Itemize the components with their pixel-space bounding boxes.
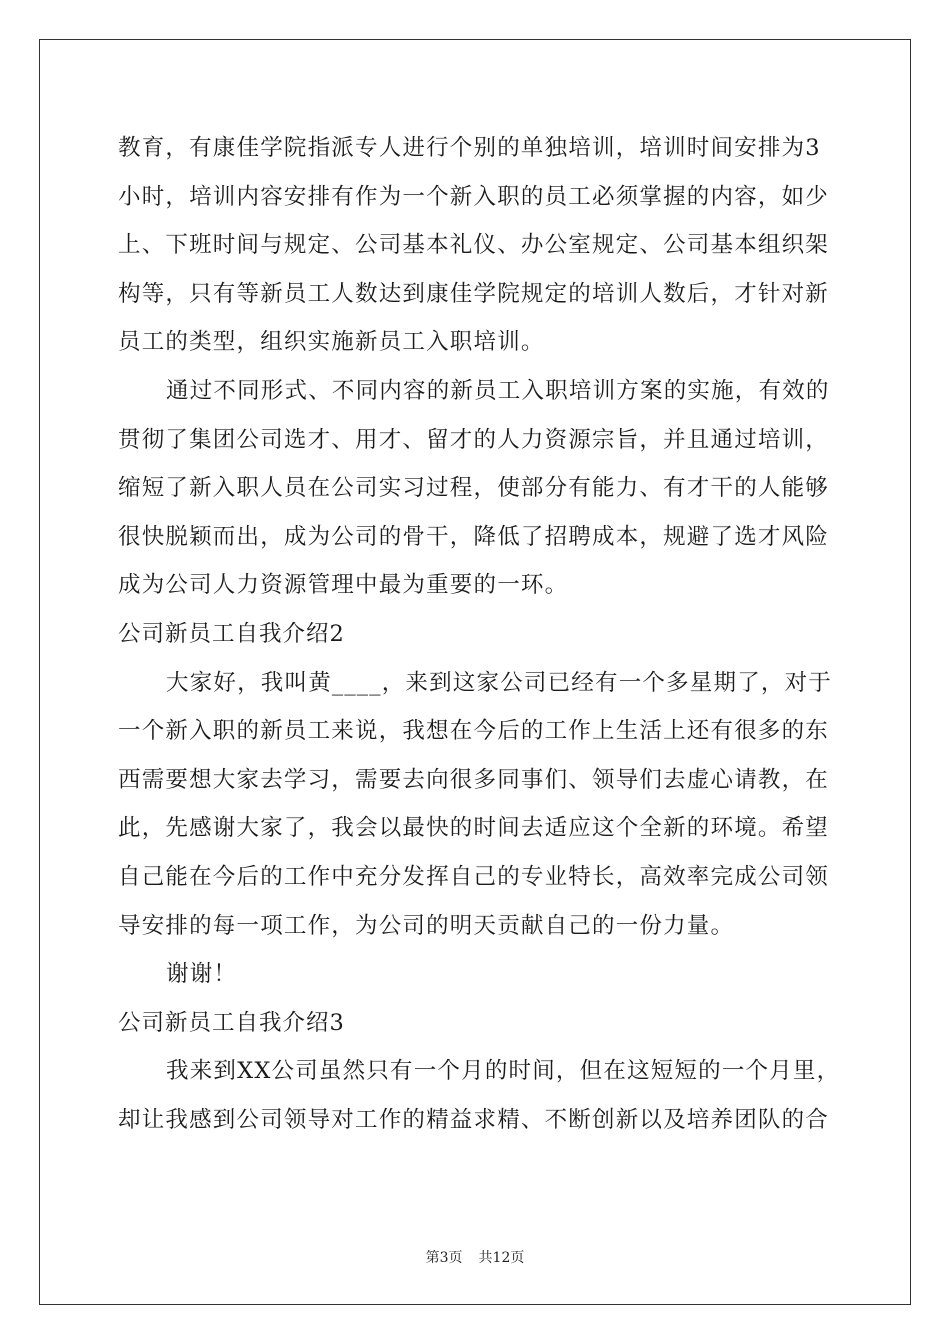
text-line: 一个新入职的新员工来说，我想在今后的工作上生活上还有很多的东 <box>118 718 830 745</box>
document-body <box>118 128 841 1148</box>
text-line: 导安排的每一项工作，为公司的明天贡献自己的一份力量。 <box>118 912 735 939</box>
section-heading: 公司新员工自我介绍3 <box>118 1009 345 1036</box>
page-number: 第3页 <box>425 1250 463 1266</box>
text-line: 上、下班时间与规定、公司基本礼仪、办公室规定、公司基本组织架 <box>118 232 830 259</box>
text-line: 构等，只有等新员工人数达到康佳学院规定的培训人数后，才针对新 <box>118 280 830 307</box>
text-line: 贯彻了集团公司选才、用才、留才的人力资源宗旨，并且通过培训， <box>118 426 830 453</box>
text-line: 却让我感到公司领导对工作的精益求精、不断创新以及培养团队的合 <box>118 1106 830 1133</box>
text-line: 自己能在今后的工作中充分发挥自己的专业特长，高效率完成公司领 <box>118 863 830 890</box>
paragraph-start: 大家好，我叫黄____，来到这家公司已经有一个多星期了，对于 <box>166 669 833 696</box>
text-line: 很快脱颖而出，成为公司的骨干，降低了招聘成本，规避了选才风险 <box>118 523 830 550</box>
text-line: 小时，培训内容安排有作为一个新入职的员工必须掌握的内容，如少 <box>118 183 830 210</box>
text-line: 教育，有康佳学院指派专人进行个别的单独培训，培训时间安排为3 <box>118 135 821 161</box>
text-line: 此，先感谢大家了，我会以最快的时间去适应这个全新的环境。希望 <box>118 815 830 842</box>
page-footer <box>0 1247 950 1267</box>
text-line: 缩短了新入职人员在公司实习过程，使部分有能力、有才干的人能够 <box>118 475 830 502</box>
paragraph-start: 谢谢！ <box>166 961 238 988</box>
paragraph-start: 通过不同形式、不同内容的新员工入职培训方案的实施，有效的 <box>166 377 830 404</box>
paragraph-start: 我来到XX公司虽然只有一个月的时间，但在这短短的一个月里， <box>166 1058 841 1085</box>
text-line: 西需要想大家去学习，需要去向很多同事们、领导们去虚心请教，在 <box>118 766 830 793</box>
page-total: 共12页 <box>478 1250 525 1266</box>
section-heading: 公司新员工自我介绍2 <box>118 620 345 647</box>
text-line: 员工的类型，组织实施新员工入职培训。 <box>118 329 545 356</box>
text-line: 成为公司人力资源管理中最为重要的一环。 <box>118 572 569 599</box>
